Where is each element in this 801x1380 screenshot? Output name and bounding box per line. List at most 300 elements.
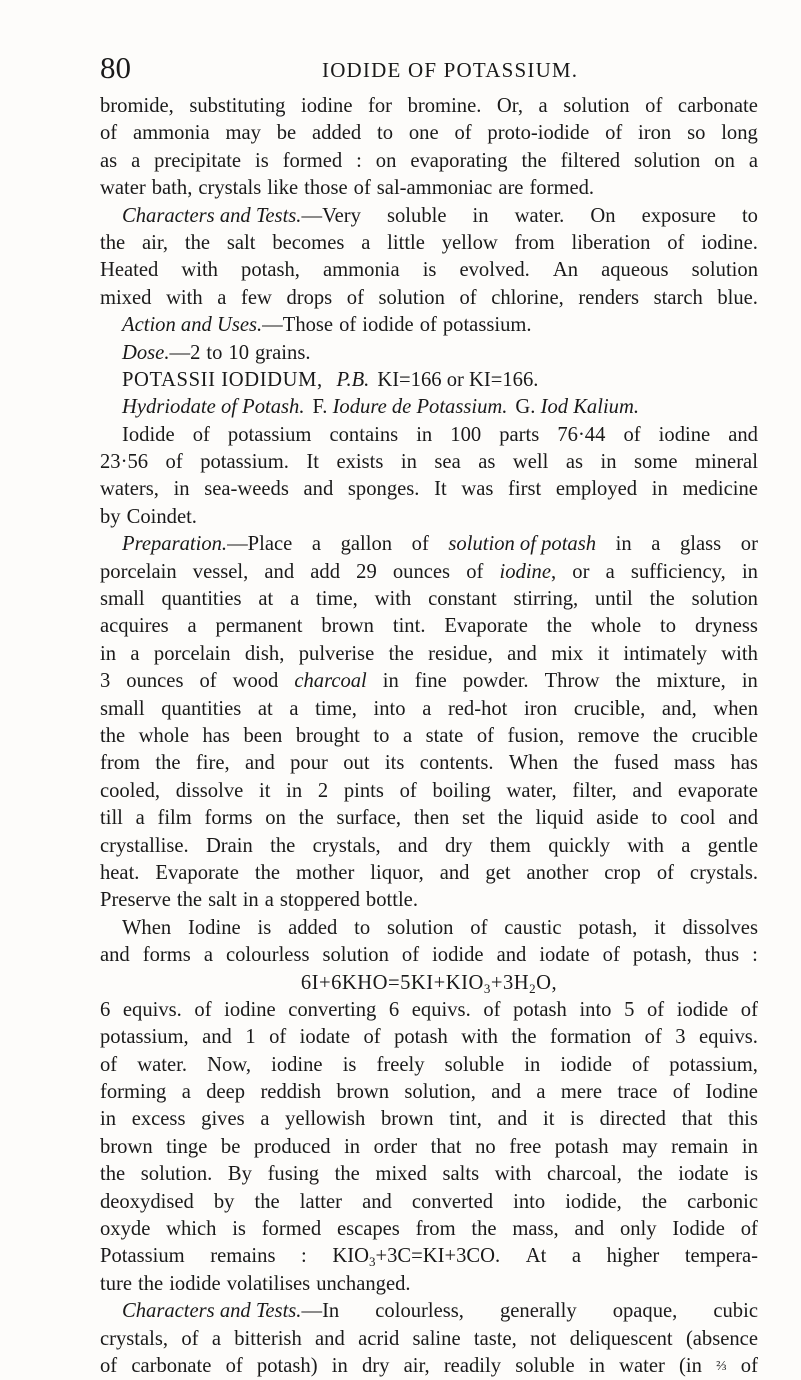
word: mother (295, 861, 355, 884)
text-line (100, 1134, 758, 1161)
word: of (100, 122, 118, 145)
word: reddish (260, 1081, 322, 1104)
word: with (181, 259, 218, 282)
word: may (622, 1135, 658, 1158)
text-line (100, 1216, 758, 1243)
word: red-hot (447, 697, 508, 720)
word: iodine (658, 423, 711, 446)
word: gentle (707, 834, 758, 857)
text-line (100, 887, 758, 914)
word: yellowish (285, 1108, 366, 1131)
word: filter, (572, 779, 617, 802)
word: precipitate (154, 149, 242, 172)
word: crystallise. (100, 834, 189, 857)
word: of (100, 1053, 118, 1076)
word: drops (286, 286, 333, 309)
word: solution (691, 259, 758, 282)
text-line (100, 1189, 758, 1216)
word: potash, (241, 259, 300, 282)
word: crucible (691, 724, 758, 747)
word: ammonia (323, 259, 400, 282)
word: POTASSII IODIDUM, P.B. (122, 368, 370, 391)
word: potash) (256, 1354, 318, 1377)
word: converted (411, 1190, 494, 1213)
word: residue, (428, 642, 493, 665)
word: film (157, 807, 192, 830)
word: like (267, 177, 299, 200)
word: Throw (544, 670, 600, 693)
text-line (100, 1243, 758, 1270)
word: a (135, 807, 145, 830)
word: added (312, 122, 362, 145)
word: acquires (100, 615, 169, 638)
word: at (257, 697, 273, 720)
page-body (100, 93, 758, 1380)
word: fusion, (507, 724, 565, 747)
word: porcelain (153, 642, 231, 665)
word: proto-iodide (487, 122, 590, 145)
word: well (512, 451, 549, 474)
word: $6I+6KHO=5KI+KIO_3+3H_2O$, (300, 971, 558, 996)
word: the (334, 1163, 360, 1186)
word: air, (403, 1354, 430, 1377)
word: in (524, 1053, 541, 1076)
word: 1 (245, 1026, 256, 1049)
text-line (100, 449, 758, 476)
text-line (100, 1298, 758, 1325)
text-line (100, 778, 758, 805)
word: When (122, 916, 172, 939)
word: only (619, 1218, 657, 1241)
word: in (600, 451, 617, 474)
text-line (100, 1079, 758, 1106)
word: When (508, 752, 559, 775)
word: the (270, 834, 296, 857)
word: first (508, 478, 542, 501)
word: water (619, 1354, 665, 1377)
word: was (461, 478, 494, 501)
word: water (100, 177, 146, 200)
word: air, (142, 231, 169, 254)
word: of (459, 286, 477, 309)
word: tint, (449, 1108, 482, 1131)
word: solution of potash (448, 533, 597, 556)
word: crop (604, 861, 641, 884)
word: cool (680, 807, 716, 830)
text-line (100, 1106, 758, 1133)
word: of (476, 724, 494, 747)
word: solution, (404, 1081, 476, 1104)
word: a (361, 231, 371, 254)
word: pints (343, 779, 384, 802)
word: small (100, 588, 145, 611)
word: at (258, 588, 274, 611)
word: it (597, 642, 610, 665)
word: with (166, 286, 203, 309)
word: readily (443, 1354, 502, 1377)
word: to (651, 807, 668, 830)
word: pour (290, 752, 328, 775)
word: a (748, 149, 758, 172)
word: quickly (548, 834, 610, 857)
word: of (602, 944, 620, 967)
word: Evaporate (155, 861, 239, 884)
word: cooled, (100, 779, 161, 802)
word: stirring, (513, 588, 579, 611)
word: which (166, 1218, 217, 1241)
word: mass, (512, 1218, 559, 1241)
word: bromide, (100, 95, 174, 117)
word: directed (599, 1108, 666, 1131)
word: grains. (255, 341, 311, 364)
word: carbonic (687, 1190, 758, 1213)
word: to (373, 724, 390, 747)
word: Hydriodate of Potash. (122, 396, 305, 419)
word: the (155, 752, 181, 775)
word: the (511, 1026, 537, 1049)
word: solution (633, 149, 701, 172)
word: aside (596, 807, 639, 830)
word: it (258, 779, 271, 802)
word: the (573, 752, 599, 775)
word: ⅔ (716, 1358, 727, 1374)
word: crystals, (100, 1327, 169, 1350)
text-line (100, 367, 758, 394)
word: volatilises (226, 1272, 311, 1295)
word: it (542, 1108, 555, 1131)
word: potash (513, 998, 567, 1021)
word: Iodine (188, 916, 241, 939)
word: salts (442, 1163, 480, 1186)
text-line (100, 942, 758, 969)
word: of (181, 1327, 199, 1350)
word: solution (378, 286, 445, 309)
text-line (100, 860, 758, 887)
word: when (713, 697, 758, 720)
text-line (100, 1052, 758, 1079)
word: whole (138, 724, 189, 747)
word: taste, (473, 1327, 517, 1350)
word: opaque, (612, 1300, 678, 1323)
word: remains (210, 1245, 276, 1268)
word: bath, (151, 177, 193, 200)
word: a (181, 1081, 191, 1104)
word: thus (704, 944, 740, 967)
text-line (100, 120, 758, 147)
word: Potassium (100, 1245, 185, 1268)
word: equivs. (411, 998, 471, 1021)
word: Drain (205, 834, 253, 857)
text-line (100, 476, 758, 503)
word: and (574, 1218, 605, 1241)
word: excess (131, 1108, 186, 1131)
word: forming (100, 1081, 167, 1104)
word: the (471, 1218, 497, 1241)
word: waters, (100, 478, 159, 501)
word: formed. (529, 177, 595, 200)
word: starch (653, 286, 703, 309)
word: equivs. (699, 1026, 758, 1049)
word: pulverise (298, 642, 375, 665)
text-line (100, 668, 758, 695)
word: or (572, 560, 590, 583)
word: iodate (678, 1163, 729, 1186)
word: tempera- (684, 1245, 758, 1268)
word: charcoal (294, 670, 367, 693)
word: mix (551, 642, 584, 665)
word: potassium. (200, 451, 289, 474)
word: substituting (189, 95, 286, 117)
word: liquid (535, 807, 584, 830)
word: 100 (450, 423, 482, 446)
word: then (413, 807, 450, 830)
word: of (363, 1026, 381, 1049)
word: a (605, 560, 615, 583)
word: (in (679, 1354, 702, 1377)
word: in (400, 451, 417, 474)
text-line (100, 641, 758, 668)
word: a (311, 533, 321, 556)
word: a (187, 615, 197, 638)
word: freely (376, 1053, 425, 1076)
word: gallon (340, 533, 393, 556)
word: $KIO_3+3C=KI+3CO$. (332, 1245, 501, 1270)
word: with (494, 1163, 532, 1186)
word: sufficiency, (630, 560, 726, 583)
word: of (632, 1053, 650, 1076)
word: brown (380, 1108, 434, 1131)
word: evaporating (410, 149, 508, 172)
word: till (100, 807, 123, 830)
word: of (605, 122, 623, 145)
word: it (654, 916, 666, 939)
word: and (439, 861, 470, 884)
word: solution (563, 95, 630, 117)
word: of (269, 1026, 287, 1049)
word: exists (336, 451, 384, 474)
word: the (100, 724, 126, 747)
word: may (225, 122, 261, 145)
word: order (373, 1135, 418, 1158)
word: of (194, 998, 212, 1021)
word: so (687, 122, 706, 145)
word: that (430, 1135, 462, 1158)
word: dryness (694, 615, 758, 638)
word: vessel, (192, 560, 249, 583)
word: 76·44 (557, 423, 606, 446)
word: tinge (166, 1135, 208, 1158)
word: colourless, (375, 1300, 464, 1323)
word: fused (613, 752, 659, 775)
word: Preparation.—Place (122, 533, 293, 556)
text-line (100, 230, 758, 257)
word: bitterish (234, 1327, 302, 1350)
word: parts (499, 423, 540, 446)
word: one (408, 122, 439, 145)
word: in (344, 1135, 361, 1158)
word: salt (226, 231, 256, 254)
word: of (192, 423, 210, 446)
word: dissolves (682, 916, 758, 939)
word: the (652, 724, 679, 747)
word: solution (387, 916, 454, 939)
word: crucible, (573, 697, 646, 720)
word: 23·56 (100, 451, 149, 474)
word: whole (590, 615, 642, 638)
word: and, (661, 697, 697, 720)
text-line (100, 203, 758, 230)
word: the (254, 1190, 280, 1213)
word: of (339, 314, 357, 337)
word: formed (282, 149, 343, 172)
word: of (454, 122, 472, 145)
word: as (100, 149, 118, 172)
word: mixture, (656, 670, 726, 693)
text-line (100, 93, 758, 120)
text-line (100, 394, 758, 421)
word: 6 (388, 998, 400, 1021)
word: has (730, 752, 758, 775)
word: is (342, 1053, 357, 1076)
word: the (100, 231, 126, 254)
word: on (375, 149, 397, 172)
text-line (100, 805, 758, 832)
word: remove (577, 724, 640, 747)
word: intimately (623, 642, 707, 665)
word: remain (671, 1135, 729, 1158)
word: crystals. (689, 861, 758, 884)
word: fusing (267, 1163, 320, 1186)
word: boiling (432, 779, 491, 802)
word: oxyde (100, 1218, 151, 1241)
word: cubic (713, 1300, 758, 1323)
word: and (632, 779, 663, 802)
word: some (634, 451, 678, 474)
word: deliquescent (569, 1327, 673, 1350)
word: has (202, 724, 230, 747)
word: in (472, 204, 489, 227)
word: gives (201, 1108, 245, 1131)
word: been (243, 724, 283, 747)
word: 3 (100, 670, 111, 693)
word: the (254, 861, 281, 884)
word: 10 (228, 341, 249, 364)
word: the (497, 807, 523, 830)
text-line (100, 1326, 758, 1353)
word: wood (232, 670, 279, 693)
text-line (100, 285, 758, 312)
word: are (498, 177, 524, 200)
word: contains (329, 423, 399, 446)
word: small (100, 697, 145, 720)
word: get (485, 861, 511, 884)
word: its (384, 752, 405, 775)
word: on (714, 149, 735, 172)
text-line (100, 559, 758, 586)
word: porcelain (100, 560, 177, 583)
word: the (521, 149, 547, 172)
word: of (419, 314, 437, 337)
word: trace (617, 1081, 658, 1104)
word: and (497, 1108, 528, 1131)
word: salt (208, 889, 237, 912)
word: Evaporate (444, 615, 528, 638)
word: a (681, 834, 691, 857)
word: to (377, 122, 394, 145)
word: of (483, 998, 501, 1021)
word: potash (394, 1026, 448, 1049)
word: 29 (356, 560, 377, 583)
word: the (546, 615, 572, 638)
word: quantities (161, 588, 242, 611)
word: with (627, 834, 664, 857)
word: a (571, 1245, 582, 1268)
word: crystals (198, 177, 262, 200)
text-line (100, 915, 758, 942)
word: stoppered (279, 889, 360, 912)
word: little (387, 231, 425, 254)
word: in (242, 889, 259, 912)
word: a (422, 697, 432, 720)
word: in (286, 779, 303, 802)
word: no (475, 1135, 496, 1158)
text-line (100, 422, 758, 449)
word: surface, (336, 807, 402, 830)
word: and (245, 752, 275, 775)
text-line (100, 586, 758, 613)
word: and (100, 944, 130, 967)
word: of (656, 861, 674, 884)
word: crystals, (312, 834, 381, 857)
word: generally (500, 1300, 577, 1323)
word: and (202, 1026, 232, 1049)
word: and (397, 834, 428, 857)
word: filtered (560, 149, 621, 172)
word: of (399, 779, 417, 802)
word: becomes (272, 231, 345, 254)
word: in (382, 670, 399, 693)
word: and (728, 807, 758, 830)
text-line (100, 312, 758, 339)
word: solution. (140, 1163, 213, 1186)
word: and (491, 1081, 522, 1104)
word: heat. (100, 861, 140, 884)
word: in (741, 1135, 758, 1158)
word: with (461, 1026, 498, 1049)
word: and (362, 1190, 392, 1213)
word: 2 (317, 779, 329, 802)
word: water. (137, 1053, 188, 1076)
text-line (100, 531, 758, 558)
word: free (509, 1135, 542, 1158)
word: caustic (504, 916, 562, 939)
word: glass (679, 533, 722, 556)
word: potassium, (669, 1053, 758, 1076)
word: An (552, 259, 579, 282)
word: bromine. (407, 95, 482, 117)
word: dissolve (175, 779, 244, 802)
word: water. (514, 204, 565, 227)
word: carbonate (131, 1354, 212, 1377)
word: deoxydised (100, 1190, 194, 1213)
word: to (660, 615, 677, 638)
word: those (304, 177, 348, 200)
word: produced (253, 1135, 331, 1158)
word: mixed (100, 286, 152, 309)
word: liberation (571, 231, 651, 254)
word: of (645, 95, 663, 117)
word: and (303, 478, 334, 501)
